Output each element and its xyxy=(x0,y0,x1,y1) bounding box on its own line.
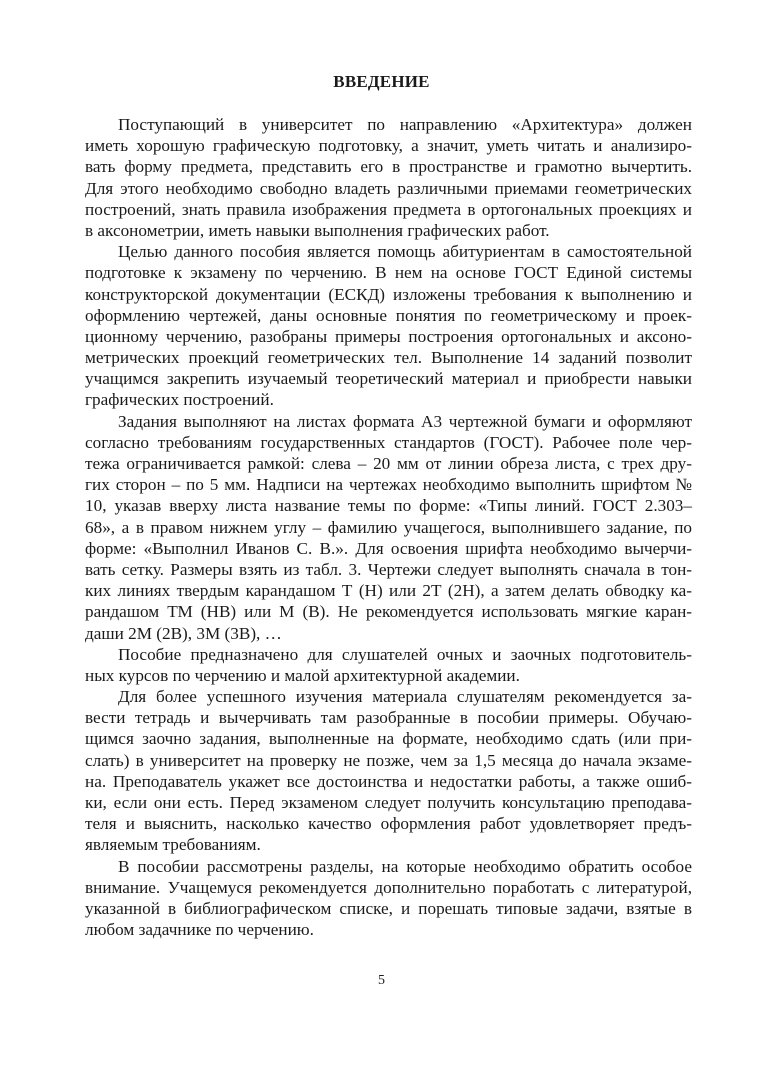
text-line: 68», а в правом нижнем углу – фамилию учащегося, выполнившего задание, по xyxy=(85,517,692,537)
paragraph xyxy=(85,644,692,686)
text-line: являемым требованиям. xyxy=(85,835,261,855)
text-line: указанной в библиографическом списке, и порешать типовые задачи, взятые в xyxy=(85,898,692,918)
text-line: В пособии рассмотрены разделы, на которые необходимо обратить особое xyxy=(118,856,692,876)
text-line: ки, если они есть. Перед экзаменом следует получить консультацию преподава- xyxy=(85,793,692,812)
document-body xyxy=(85,114,692,940)
paragraph xyxy=(85,686,692,856)
text-line: на. Преподаватель укажет все достоинства и недостатки работы, а также ошиб- xyxy=(85,771,692,791)
page-number: 5 xyxy=(378,973,385,988)
text-line: метрических проекций геометрических тел. Выполнение 14 заданий позволит xyxy=(85,348,692,368)
text-line: подготовке к экзамену по черчению. В нем на основе ГОСТ Единой системы xyxy=(85,263,692,283)
text-line: конструкторской документации (ЕСКД) изложены требования к выполнению и xyxy=(85,284,692,304)
text-line: Поступающий в университет по направлению «Архитектура» должен xyxy=(118,115,692,134)
text-line: рандашом ТМ (НВ) или М (В). Не рекомендуется использовать мягкие каран- xyxy=(85,602,692,622)
text-line: даши 2М (2В), 3М (3В), … xyxy=(85,623,282,643)
text-line: вести тетрадь и вычерчивать там разобранные в пособии примеры. Обучаю- xyxy=(85,708,692,728)
text-line: тежа ограничивается рамкой: слева – 20 мм от линии обреза листа, с трех дру- xyxy=(85,454,692,473)
text-line: иметь хорошую графическую подготовку, а значит, уметь читать и анализиро- xyxy=(85,136,692,156)
text-line: слать) в университет на проверку не позже, чем за 1,5 месяца до начала экзаме- xyxy=(85,750,692,770)
text-line: ных курсов по черчению и малой архитектурной академии. xyxy=(85,665,520,685)
text-line: вать сетку. Размеры взять из табл. 3. Чертежи следует выполнять сначала в тон- xyxy=(85,559,692,579)
text-line: в аксонометрии, иметь навыки выполнения графических работ. xyxy=(85,220,550,240)
text-line: ких линиях твердым карандашом Т (Н) или 2Т (2Н), а затем делать обводку ка- xyxy=(85,581,692,601)
text-line: Целью данного пособия является помощь абитуриентам в самостоятельной xyxy=(118,242,692,262)
text-line: внимание. Учащемуся рекомендуется дополнительно поработать с литературой, xyxy=(85,877,692,897)
text-line: Для более успешного изучения материала слушателям рекомендуется за- xyxy=(118,687,692,707)
text-line: любом задачнике по черчению. xyxy=(85,920,314,940)
text-line: вать форму предмета, представить его в пространстве и грамотно вычертить. xyxy=(85,157,692,177)
paragraph xyxy=(85,411,692,644)
text-line: теля и выяснить, насколько качество оформления работ удовлетворяет предъ- xyxy=(85,814,692,834)
page-title: ВВЕДЕНИЕ xyxy=(333,72,430,91)
text-line: учащимся закрепить изучаемый теоретический материал и приобрести навыки xyxy=(85,369,692,389)
text-line: Пособие предназначено для слушателей очных и заочных подготовитель- xyxy=(118,644,692,664)
text-line: согласно требованиям государственных стандартов (ГОСТ). Рабочее поле чер- xyxy=(85,432,692,452)
text-line: оформлению чертежей, даны основные понятия по геометрическому и проек- xyxy=(85,305,692,325)
text-line: форме: «Выполнил Иванов С. В.». Для освоения шрифта необходимо вычерчи- xyxy=(85,538,692,558)
text-line: ционному черчению, разобраны примеры построения ортогональных и аксоно- xyxy=(85,326,692,346)
text-line: Для этого необходимо свободно владеть различными приемами геометрических xyxy=(85,178,692,198)
text-line: гих сторон – по 5 мм. Надписи на чертежах необходимо выполнить шрифтом № xyxy=(85,475,692,495)
text-line: построений, знать правила изображения предмета в ортогональных проекциях и xyxy=(85,199,692,219)
paragraph xyxy=(85,241,692,411)
paragraph xyxy=(85,114,692,241)
text-line: щимся заочно задания, выполненные на формате, необходимо сдать (или при- xyxy=(85,729,692,749)
text-line: Задания выполняют на листах формата А3 чертежной бумаги и оформляют xyxy=(118,411,692,431)
text-line: графических построений. xyxy=(85,390,274,410)
text-line: 10, указав вверху листа название темы по форме: «Типы линий. ГОСТ 2.303– xyxy=(85,496,692,516)
paragraph xyxy=(85,856,692,941)
